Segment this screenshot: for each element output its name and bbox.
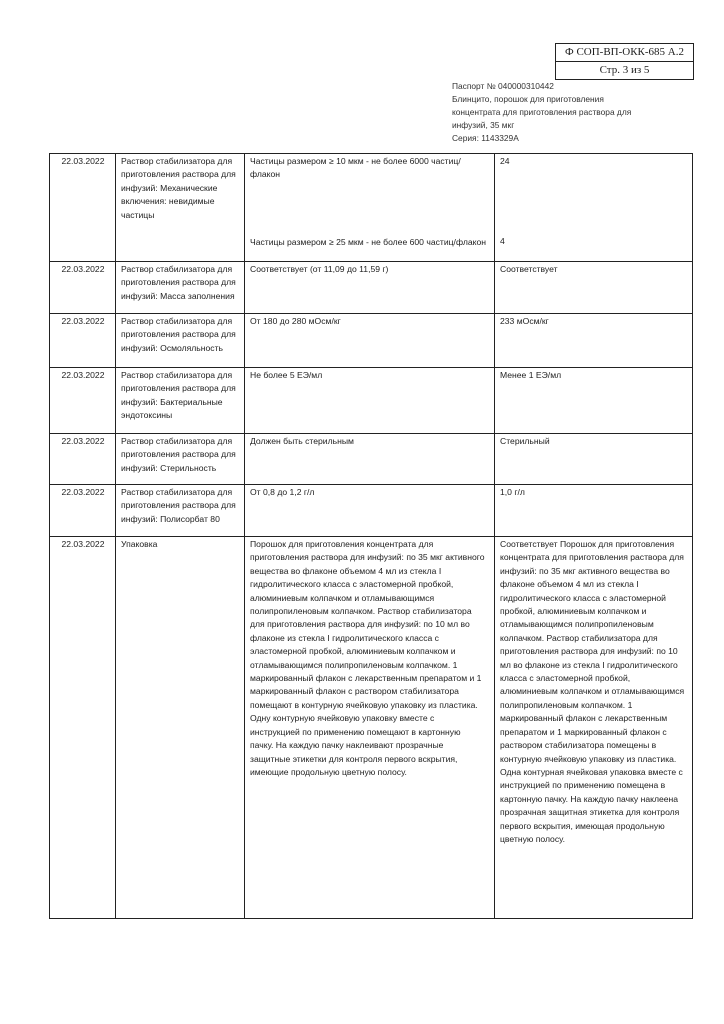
test-date: 22.03.2022 (50, 314, 116, 368)
test-norm: Порошок для приготовления концентрата для приготовления раствора для инфузий: по 35 мкг активного вещества во флаконе объемом 4 мл из стекла I гидролитического класса с эластомерной пробкой, алюминиевым колпачком и отламывающимся полипропиленовым колпачком. Раствор стабилизатора для приготовления раствора для инфузий: по 10 мл во флаконе из стекла I гидролитического класса с эластомерной пробкой, алюминиевым колпачком и отламывающимся полипропиленовым колпачком. 1 маркированный флакон с лекарственным препаратом и 1 маркированный флакон с раствором стабилизатора помещают в контурную ячейковую упаковку из пластика. Одну контурную ячейковую упаковку вместе с инструкцией по применению помещают в картонную пачку. На каждую пачку наклеивают прозрачные защитные этикетки для контроля первого вскрытия, имеющие продольную цветную полосу. (245, 537, 495, 919)
product-name-line: концентрата для приготовления раствора для (452, 107, 632, 117)
test-norm: Должен быть стерильным (245, 434, 495, 485)
form-stamp (555, 43, 694, 80)
test-date: 22.03.2022 (50, 485, 116, 537)
test-results-table (49, 153, 693, 919)
table-row (50, 485, 693, 537)
result-value: 4 (500, 236, 505, 247)
page-number: Стр. 3 из 5 (556, 61, 693, 79)
passport-header (452, 80, 672, 145)
test-date: 22.03.2022 (50, 368, 116, 434)
test-date: 22.03.2022 (50, 434, 116, 485)
test-norm: Соответствует (от 11,09 до 11,59 г) (245, 262, 495, 314)
result-value: 24 (500, 156, 510, 166)
table-row (50, 154, 693, 262)
batch-number: Серия: 1143329А (452, 133, 519, 143)
test-norm: Не более 5 ЕЭ/мл (245, 368, 495, 434)
form-code: Ф СОП-ВП-ОКК-685 А.2 (565, 46, 684, 58)
table-row (50, 314, 693, 368)
table-row (50, 262, 693, 314)
test-norm: От 0,8 до 1,2 г/л (245, 485, 495, 537)
test-name: Раствор стабилизатора для приготовления раствора для инфузий: Полисорбат 80 (116, 485, 245, 537)
test-date: 22.03.2022 (50, 537, 116, 919)
test-name: Раствор стабилизатора для приготовления раствора для инфузий: Осмоляльность (116, 314, 245, 368)
test-result: Соответствует (495, 262, 693, 314)
test-name: Упаковка (116, 537, 245, 919)
test-result (495, 154, 693, 262)
test-norm (245, 154, 495, 262)
test-result: 233 мОсм/кг (495, 314, 693, 368)
passport-number: Паспорт № 040000310442 (452, 81, 554, 91)
product-name-line: инфузий, 35 мкг (452, 120, 515, 130)
test-result: Менее 1 ЕЭ/мл (495, 368, 693, 434)
test-name: Раствор стабилизатора для приготовления раствора для инфузий: Масса заполнения (116, 262, 245, 314)
test-norm: От 180 до 280 мОсм/кг (245, 314, 495, 368)
norm-line: Частицы размером ≥ 25 мкм - не более 600 частиц/флакон (250, 236, 487, 247)
test-result: Стерильный (495, 434, 693, 485)
test-date: 22.03.2022 (50, 154, 116, 262)
test-name: Раствор стабилизатора для приготовления раствора для инфузий: Бактериальные эндотоксины (116, 368, 245, 434)
table-row (50, 537, 693, 919)
test-result: Соответствует Порошок для приготовления концентрата для приготовления раствора для инфузий: по 35 мкг активного вещества во флаконе объемом 4 мл из стекла I гидролитического класса с эластомерной пробкой, алюминиевым колпачком и отламывающимся полипропиленовым колпачком. Раствор стабилизатора для приготовления раствора для инфузий: по 10 мл во флаконе из стекла I гидролитического класса с эластомерной пробкой, алюминиевым колпачком и отламывающимся полипропиленовым колпачком. 1 маркированный флакон с лекарственным препаратом и 1 маркированный флакон с раствором стабилизатора помещены в контурную ячейковую упаковку из пластика. Одна контурная ячейковая упаковка вместе с инструкцией по применению помещена в картонную пачку. На каждую пачку наклеена прозрачная защитная этикетка для контроля первого вскрытия, имеющая продольную цветную полосу. (495, 537, 693, 919)
product-name-line: Блинцито, порошок для приготовления (452, 94, 604, 104)
table-row (50, 368, 693, 434)
test-result: 1,0 г/л (495, 485, 693, 537)
test-date: 22.03.2022 (50, 262, 116, 314)
test-name: Раствор стабилизатора для приготовления раствора для инфузий: Стерильность (116, 434, 245, 485)
test-name: Раствор стабилизатора для приготовления раствора для инфузий: Механические включения: невидимые частицы (116, 154, 245, 262)
norm-line: Частицы размером ≥ 10 мкм - не более 6000 частиц/флакон (250, 156, 461, 180)
table-row (50, 434, 693, 485)
